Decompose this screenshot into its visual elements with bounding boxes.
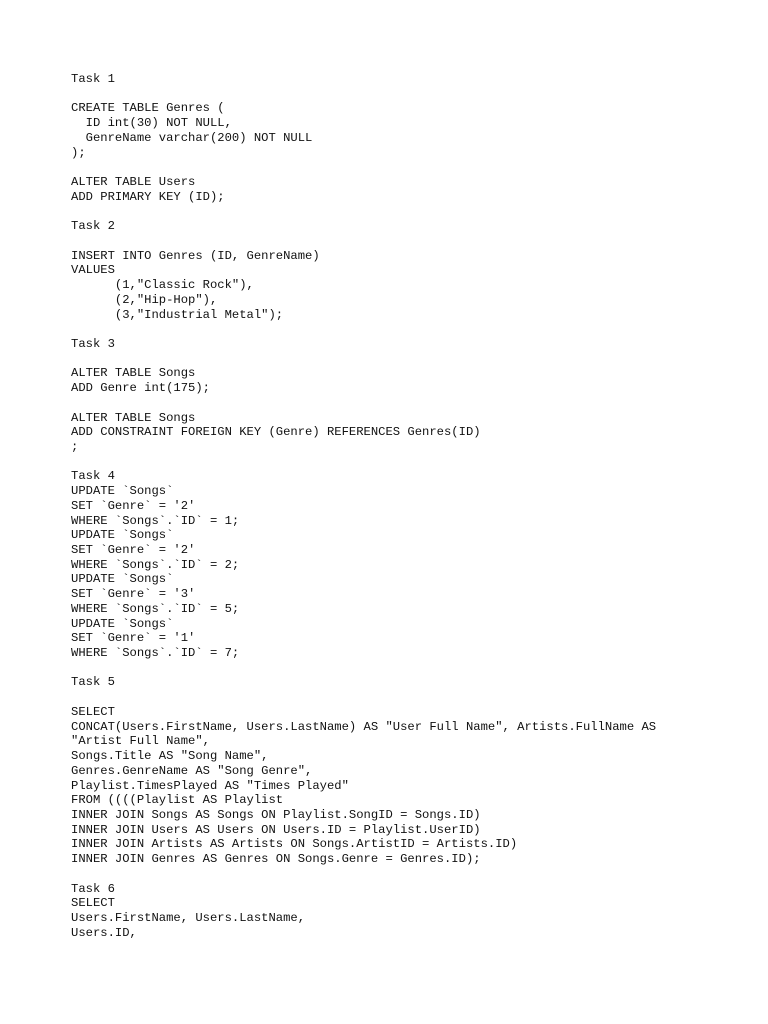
document-line [71, 160, 751, 175]
document-line [71, 661, 751, 676]
document-line: SET `Genre` = '3' [71, 587, 196, 602]
document-line [71, 690, 751, 705]
document-line: Task 3 [71, 336, 115, 351]
document-line: INNER JOIN Artists AS Artists ON Songs.ArtistID = Artists.ID) [71, 837, 518, 852]
document-line: CREATE TABLE Genres ( [71, 101, 225, 116]
document-line: (2,"Hip-Hop"), [71, 292, 218, 307]
document-line: ADD PRIMARY KEY (ID); [71, 189, 225, 204]
document-line: INSERT INTO Genres (ID, GenreName) [71, 248, 320, 263]
document-line: Task 5 [71, 675, 115, 690]
document-line: Task 4 [71, 469, 115, 484]
document-line: "Artist Full Name", [71, 734, 210, 749]
document-line: (1,"Classic Rock"), [71, 278, 254, 293]
document-line: WHERE `Songs`.`ID` = 2; [71, 557, 240, 572]
document-line: Genres.GenreName AS "Song Genre", [71, 763, 313, 778]
document-line: Task 6 [71, 881, 115, 896]
document-line: INNER JOIN Genres AS Genres ON Songs.Genre = Genres.ID); [71, 852, 481, 867]
document-line: ); [71, 145, 86, 160]
document-line [71, 204, 751, 219]
document-line: ALTER TABLE Users [71, 175, 196, 190]
document-line: Playlist.TimesPlayed AS "Times Played" [71, 778, 349, 793]
document-line: (3,"Industrial Metal"); [71, 307, 284, 322]
document-line: ID int(30) NOT NULL, [71, 116, 232, 131]
document-line: WHERE `Songs`.`ID` = 7; [71, 646, 240, 661]
document-line [71, 87, 751, 102]
document-line [71, 352, 751, 367]
document-line: FROM ((((Playlist AS Playlist [71, 793, 284, 808]
document-line: INNER JOIN Users AS Users ON Users.ID = Playlist.UserID) [71, 822, 481, 837]
document-line: WHERE `Songs`.`ID` = 1; [71, 513, 240, 528]
document-line: INNER JOIN Songs AS Songs ON Playlist.SongID = Songs.ID) [71, 807, 481, 822]
document-line: GenreName varchar(200) NOT NULL [71, 130, 313, 145]
document-line: ALTER TABLE Songs [71, 410, 196, 425]
document-line [71, 396, 751, 411]
document-line: UPDATE `Songs` [71, 484, 174, 499]
document-line: SELECT [71, 896, 115, 911]
sql-document [71, 72, 751, 940]
document-line: ; [71, 439, 79, 454]
document-line: UPDATE `Songs` [71, 616, 174, 631]
document-line: SET `Genre` = '2' [71, 543, 196, 557]
document-line [71, 322, 751, 337]
document-line [71, 234, 751, 249]
document-line: Task 1 [71, 72, 115, 86]
document-line [71, 455, 751, 470]
document-line: UPDATE `Songs` [71, 572, 174, 587]
document-line [71, 867, 751, 882]
document-line: UPDATE `Songs` [71, 528, 174, 543]
document-line: Users.FirstName, Users.LastName, [71, 910, 306, 925]
document-line: Users.ID, [71, 925, 137, 940]
document-line: ADD Genre int(175); [71, 381, 210, 396]
document-line: CONCAT(Users.FirstName, Users.LastName) AS "User Full Name", Artists.FullName AS [71, 719, 657, 734]
document-line: WHERE `Songs`.`ID` = 5; [71, 601, 240, 616]
document-line: ALTER TABLE Songs [71, 366, 196, 381]
document-line: Songs.Title AS "Song Name", [71, 749, 269, 764]
document-line: Task 2 [71, 219, 115, 234]
document-line: SET `Genre` = '1' [71, 631, 196, 646]
document-line: VALUES [71, 263, 115, 278]
document-line: SELECT [71, 704, 115, 719]
document-line: SET `Genre` = '2' [71, 498, 196, 513]
document-line: ADD CONSTRAINT FOREIGN KEY (Genre) REFERENCES Genres(ID) [71, 425, 481, 440]
